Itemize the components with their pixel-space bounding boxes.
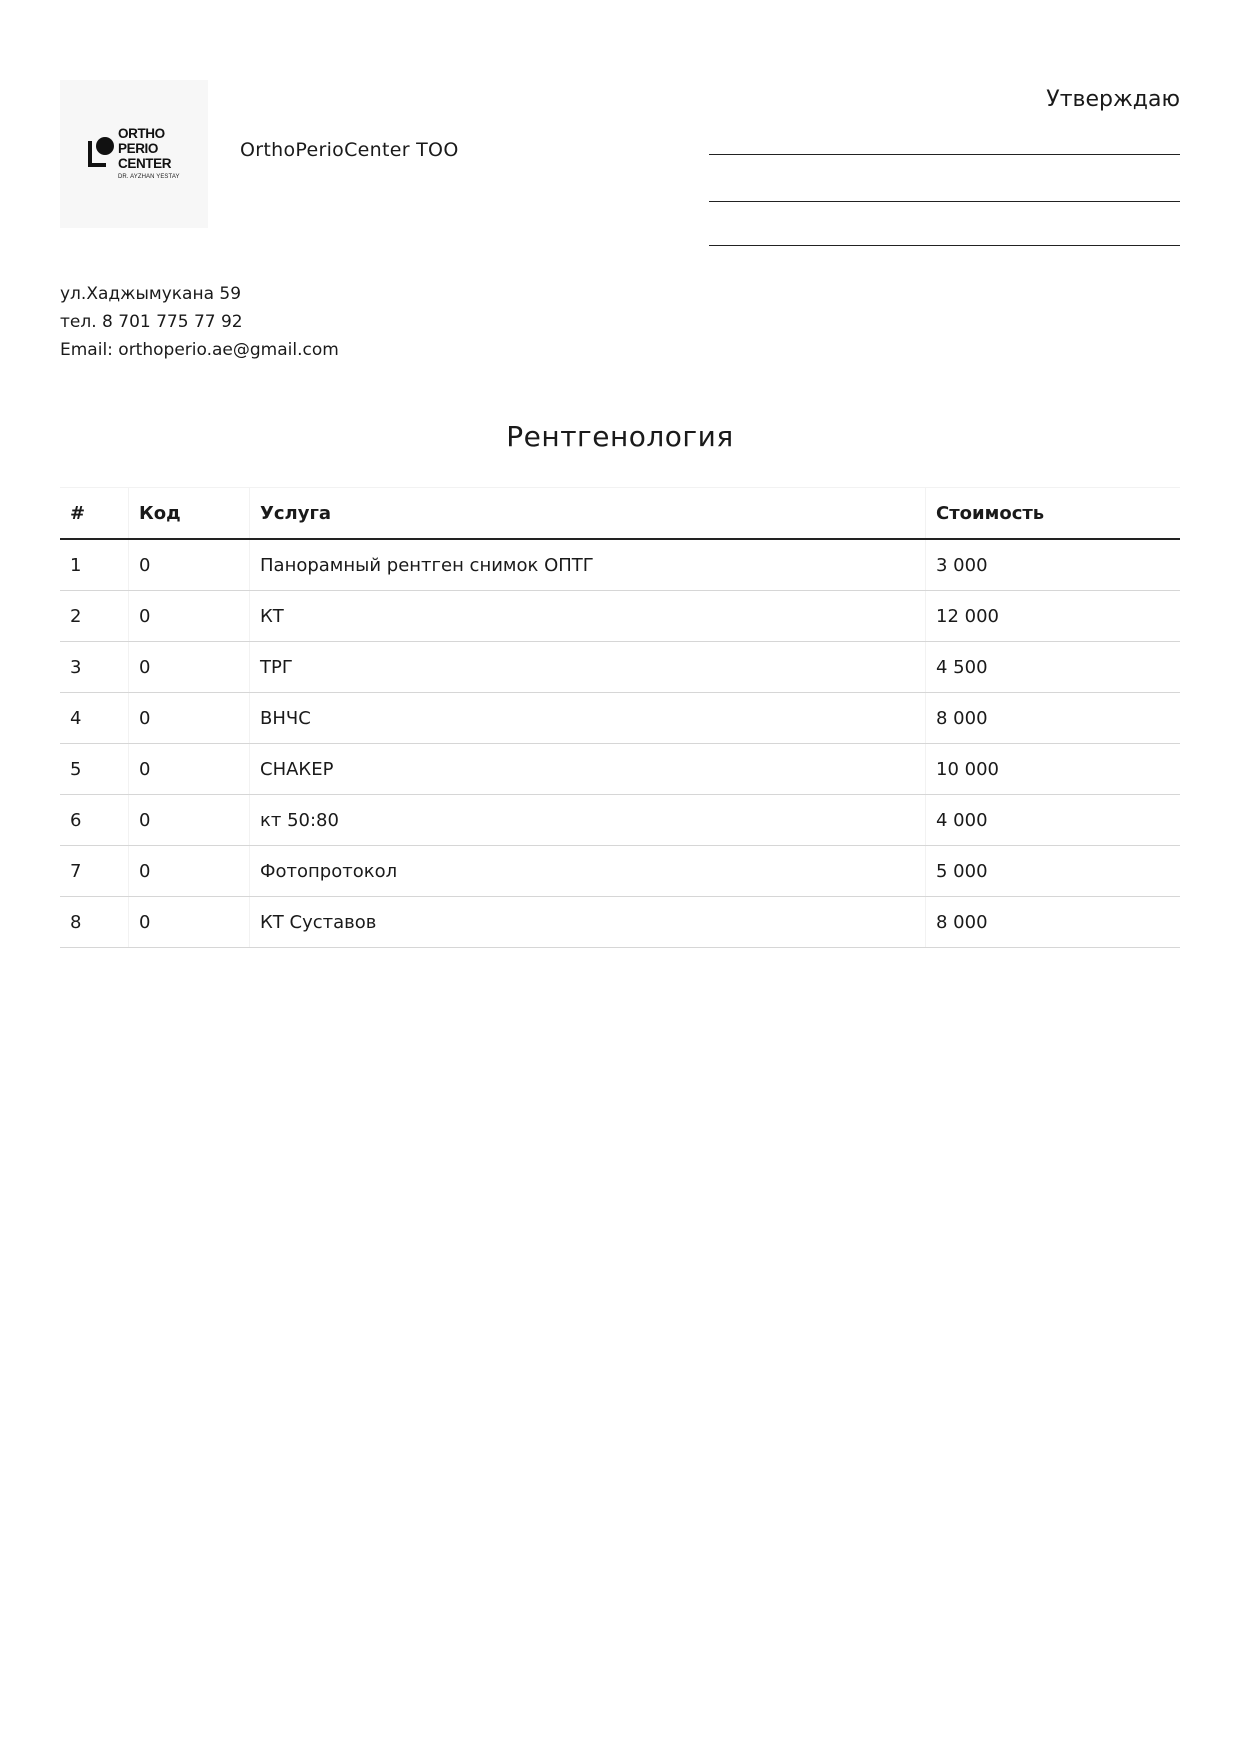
company-logo bbox=[60, 80, 208, 228]
table-row bbox=[60, 744, 1180, 795]
cell-code: 0 bbox=[129, 539, 250, 591]
cell-num: 5 bbox=[60, 744, 129, 795]
cell-cost: 10 000 bbox=[926, 744, 1181, 795]
table-row bbox=[60, 846, 1180, 897]
cell-service: ВНЧС bbox=[250, 693, 926, 744]
table-row bbox=[60, 693, 1180, 744]
cell-code: 0 bbox=[129, 693, 250, 744]
table-row bbox=[60, 642, 1180, 693]
cell-code: 0 bbox=[129, 591, 250, 642]
header-num: # bbox=[60, 488, 129, 540]
cell-service: КТ Суставов bbox=[250, 897, 926, 948]
cell-code: 0 bbox=[129, 897, 250, 948]
cell-service: КТ bbox=[250, 591, 926, 642]
cell-num: 2 bbox=[60, 591, 129, 642]
cell-cost: 3 000 bbox=[926, 539, 1181, 591]
table-row bbox=[60, 539, 1180, 591]
cell-cost: 4 000 bbox=[926, 795, 1181, 846]
signature-line bbox=[709, 201, 1180, 202]
page-title: Рентгенология bbox=[506, 420, 734, 453]
logo-line: ORTHO bbox=[118, 126, 165, 141]
price-table bbox=[60, 487, 1180, 948]
cell-num: 7 bbox=[60, 846, 129, 897]
address: ул.Хаджымукана 59 bbox=[60, 284, 242, 304]
logo-subtitle: DR. AYZHAN YESTAY bbox=[118, 174, 180, 180]
cell-num: 3 bbox=[60, 642, 129, 693]
cell-service: Фотопротокол bbox=[250, 846, 926, 897]
logo-mark-icon bbox=[86, 135, 116, 169]
table-row bbox=[60, 591, 1180, 642]
email: Email: orthoperio.ae@gmail.com bbox=[60, 340, 339, 360]
cell-num: 6 bbox=[60, 795, 129, 846]
signature-line bbox=[709, 154, 1180, 155]
cell-service: Панорамный рентген снимок ОПТГ bbox=[250, 539, 926, 591]
cell-cost: 4 500 bbox=[926, 642, 1181, 693]
header-code: Код bbox=[129, 488, 250, 540]
table-header-row bbox=[60, 488, 1180, 540]
cell-cost: 12 000 bbox=[926, 591, 1181, 642]
signature-line bbox=[709, 245, 1180, 246]
cell-code: 0 bbox=[129, 846, 250, 897]
cell-code: 0 bbox=[129, 744, 250, 795]
table-row bbox=[60, 795, 1180, 846]
cell-service: кт 50:80 bbox=[250, 795, 926, 846]
table-row bbox=[60, 897, 1180, 948]
contacts-block bbox=[60, 280, 339, 364]
logo-line: PERIO bbox=[118, 141, 159, 156]
cell-num: 1 bbox=[60, 539, 129, 591]
cell-num: 4 bbox=[60, 693, 129, 744]
cell-service: СНАКЕР bbox=[250, 744, 926, 795]
cell-cost: 8 000 bbox=[926, 693, 1181, 744]
logo-line: CENTER bbox=[118, 156, 172, 171]
phone: тел. 8 701 775 77 92 bbox=[60, 312, 243, 332]
cell-code: 0 bbox=[129, 795, 250, 846]
cell-num: 8 bbox=[60, 897, 129, 948]
company-name: OrthoPerioCenter ТОО bbox=[240, 139, 459, 161]
approve-label: Утверждаю bbox=[1046, 87, 1180, 112]
logo-text bbox=[118, 126, 171, 171]
header-service: Услуга bbox=[250, 488, 926, 540]
cell-cost: 8 000 bbox=[926, 897, 1181, 948]
cell-code: 0 bbox=[129, 642, 250, 693]
cell-service: ТРГ bbox=[250, 642, 926, 693]
header-cost: Стоимость bbox=[926, 488, 1181, 540]
cell-cost: 5 000 bbox=[926, 846, 1181, 897]
